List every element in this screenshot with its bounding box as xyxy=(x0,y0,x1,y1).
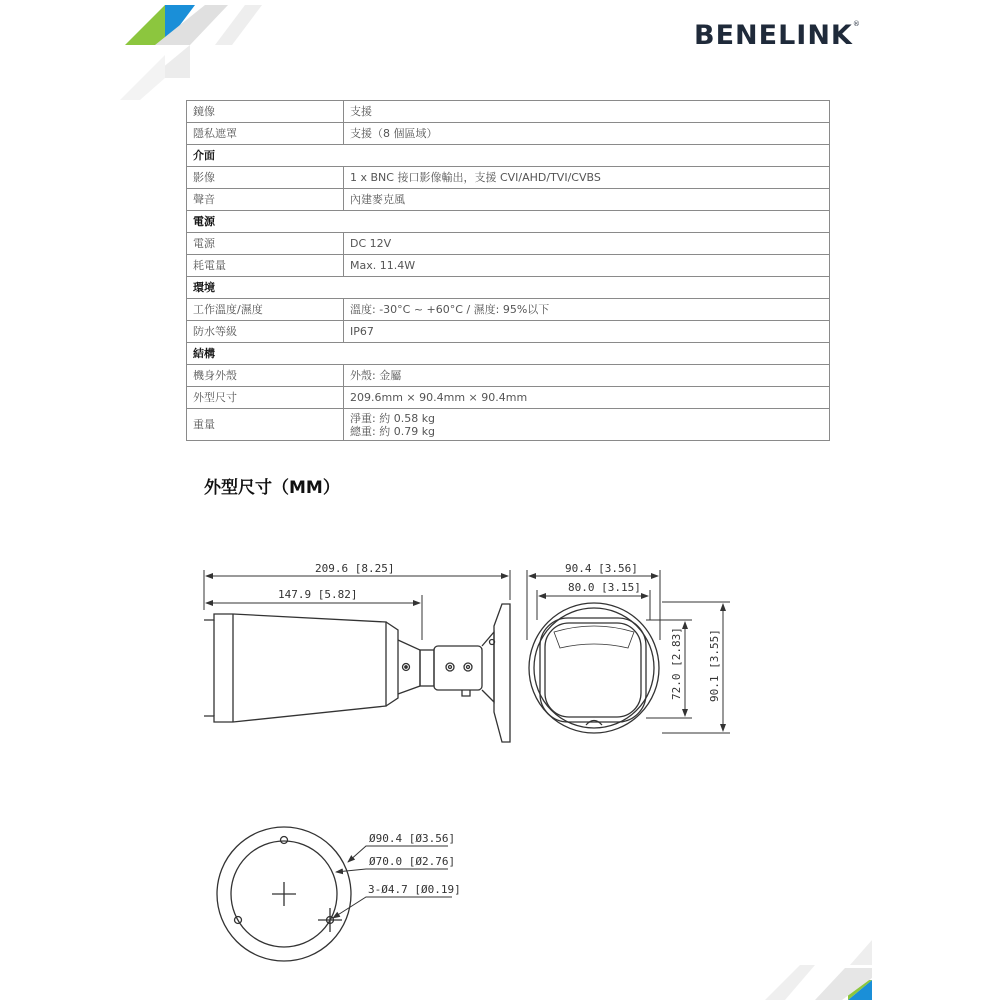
spec-label: 影像 xyxy=(187,167,344,189)
body-length-label: 147.9 [5.82] xyxy=(278,588,358,601)
total-length-label: 209.6 [8.25] xyxy=(315,562,395,575)
inner-diameter-label: Ø70.0 [Ø2.76] xyxy=(369,855,456,868)
spec-label: 工作溫度/濕度 xyxy=(187,299,344,321)
spec-section-label: 介面 xyxy=(187,145,830,167)
spec-value-line: 淨重: 約 0.58 kg xyxy=(350,411,436,425)
spec-label: 電源 xyxy=(187,233,344,255)
spec-section-label: 環境 xyxy=(187,277,830,299)
spec-value-line: 外殼: 金屬 xyxy=(350,369,402,382)
spec-value-line: 1 x BNC 接口影像輸出，支援 CVI/AHD/TVI/CVBS xyxy=(350,171,601,184)
spec-value-line: 支援（8 個區域） xyxy=(350,127,438,140)
mount-holes-label: 3-Ø4.7 [Ø0.19] xyxy=(368,883,461,896)
spec-value-line: Max. 11.4W xyxy=(350,259,416,272)
front-inner-width-label: 80.0 [3.15] xyxy=(568,581,641,594)
spec-label: 隱私遮罩 xyxy=(187,123,344,145)
front-inner-height-label: 72.0 [2.83] xyxy=(670,627,683,700)
camera-base-view xyxy=(217,827,351,961)
spec-value-line: 總重: 約 0.79 kg xyxy=(350,424,436,438)
front-width-label: 90.4 [3.56] xyxy=(565,562,638,575)
spec-value-line: DC 12V xyxy=(350,237,392,250)
spec-label: 外型尺寸 xyxy=(187,387,344,409)
front-height-label: 90.1 [3.55] xyxy=(708,629,721,702)
spec-value-line: IP67 xyxy=(350,325,374,338)
brand-logo: BENELINK® xyxy=(694,20,861,51)
spec-label: 鏡像 xyxy=(187,101,344,123)
camera-front-view xyxy=(529,603,659,733)
spec-label: 耗電量 xyxy=(187,255,344,277)
spec-label: 聲音 xyxy=(187,189,344,211)
spec-value-line: 支援 xyxy=(350,105,372,118)
dimensions-title: 外型尺寸（MM） xyxy=(204,478,340,498)
spec-value-line: 內建麥克風 xyxy=(350,193,405,206)
outer-diameter-label: Ø90.4 [Ø3.56] xyxy=(369,832,456,845)
spec-section-label: 電源 xyxy=(187,211,830,233)
spec-section-label: 結構 xyxy=(187,343,830,365)
spec-value-line: 209.6mm × 90.4mm × 90.4mm xyxy=(350,391,528,404)
spec-label: 防水等級 xyxy=(187,321,344,343)
spec-label: 機身外殼 xyxy=(187,365,344,387)
spec-label: 重量 xyxy=(187,409,344,441)
camera-side-view xyxy=(204,604,510,742)
spec-value-line: 溫度: -30°C ~ +60°C / 濕度: 95%以下 xyxy=(350,303,550,316)
